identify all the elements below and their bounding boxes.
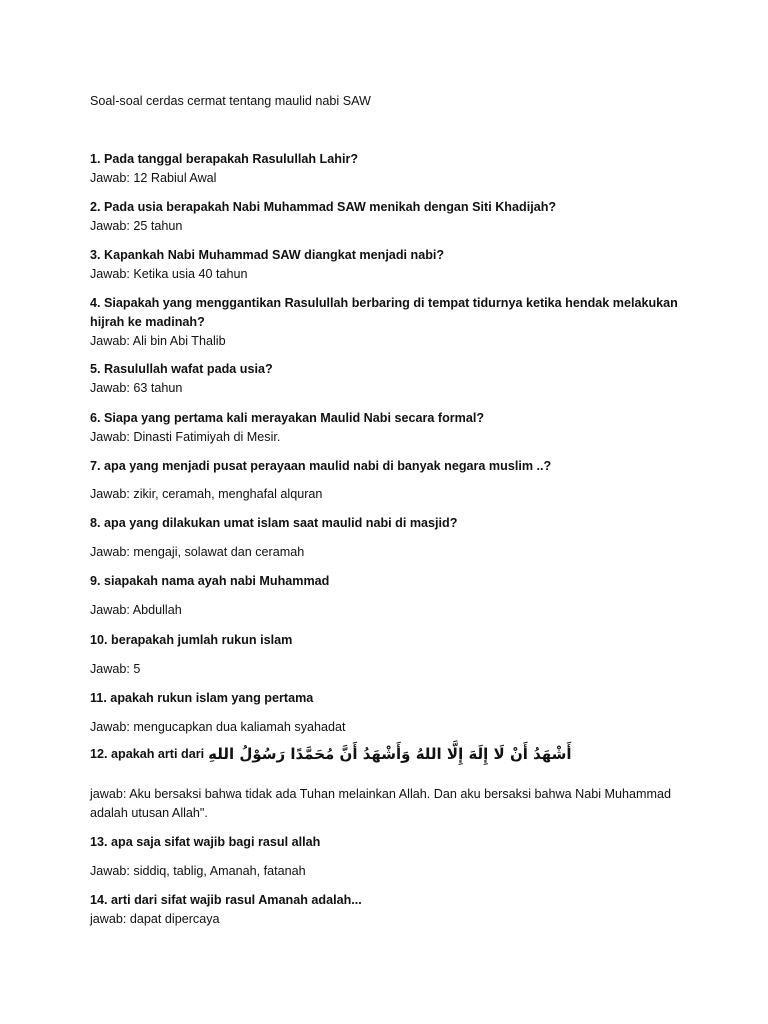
question-text: 6. Siapa yang pertama kali merayakan Maulid Nabi secara formal? [90, 411, 485, 425]
qa-item [90, 745, 680, 764]
question-text: 12. apakah arti dari [90, 747, 205, 761]
qa-item-answer [90, 660, 680, 679]
answer-text: Jawab: Abdullah [90, 603, 182, 617]
qa-item-answer [90, 718, 680, 737]
question-text: 5. Rasulullah wafat pada usia? [90, 362, 273, 376]
answer-text: Jawab: zikir, ceramah, menghafal alquran [90, 487, 323, 501]
question-text: 2. Pada usia berapakah Nabi Muhammad SAW menikah dengan Siti Khadijah? [90, 200, 557, 214]
qa-item-answer [90, 543, 680, 562]
question-text: 14. arti dari sifat wajib rasul Amanah adalah... [90, 893, 362, 907]
question-text: 13. apa saja sifat wajib bagi rasul allah [90, 835, 321, 849]
qa-item [90, 572, 680, 591]
qa-item-answer [90, 485, 680, 504]
qa-item [90, 833, 680, 852]
qa-item [90, 246, 680, 284]
answer-text: Jawab: 25 tahun [90, 219, 183, 233]
answer-text: Jawab: 63 tahun [90, 381, 183, 395]
qa-item-answer [90, 601, 680, 620]
arabic-syahadat-text: أَشْهَدُ أَنْ لَا إِلَهَ إِلَّا اللهُ وَأَشْهَدُ أَنَّ مُحَمَّدًا رَسُوْلُ اللهِ [208, 745, 572, 763]
qa-item [90, 150, 680, 188]
answer-text: Jawab: Ali bin Abi Thalib [90, 334, 226, 348]
answer-text: Jawab: Ketika usia 40 tahun [90, 267, 248, 281]
qa-item [90, 409, 680, 447]
qa-item [90, 514, 680, 533]
question-text: 10. berapakah jumlah rukun islam [90, 633, 293, 647]
qa-item-answer [90, 785, 680, 823]
qa-item [90, 891, 680, 929]
answer-text: Jawab: 5 [90, 662, 141, 676]
qa-item [90, 198, 680, 236]
qa-item [90, 360, 680, 398]
answer-text: jawab: Aku bersaksi bahwa tidak ada Tuhan melainkan Allah. Dan aku bersaksi bahwa Nabi Muhammad adalah utusan Allah". [90, 787, 672, 820]
answer-text: Jawab: mengaji, solawat dan ceramah [90, 545, 305, 559]
answer-text: Jawab: siddiq, tablig, Amanah, fatanah [90, 864, 306, 878]
question-line [90, 745, 680, 764]
qa-item-answer [90, 862, 680, 881]
answer-text: Jawab: 12 Rabiul Awal [90, 171, 217, 185]
qa-item [90, 294, 680, 351]
answer-text: Jawab: mengucapkan dua kaliamah syahadat [90, 720, 346, 734]
answer-text: Jawab: Dinasti Fatimiyah di Mesir. [90, 430, 281, 444]
qa-item [90, 631, 680, 650]
question-text: 7. apa yang menjadi pusat perayaan maulid nabi di banyak negara muslim ..? [90, 459, 552, 473]
question-text: 8. apa yang dilakukan umat islam saat maulid nabi di masjid? [90, 516, 458, 530]
qa-item [90, 689, 680, 708]
document-title: Soal-soal cerdas cermat tentang maulid nabi SAW [90, 94, 371, 108]
question-text: 3. Kapankah Nabi Muhammad SAW diangkat menjadi nabi? [90, 248, 445, 262]
question-text: 4. Siapakah yang menggantikan Rasulullah berbaring di tempat tidurnya ketika hendak melakukan hijrah ke madinah? [90, 296, 678, 329]
question-text: 9. siapakah nama ayah nabi Muhammad [90, 574, 330, 588]
answer-text: jawab: dapat dipercaya [90, 912, 220, 926]
question-text: 1. Pada tanggal berapakah Rasulullah Lahir? [90, 152, 359, 166]
qa-item [90, 457, 680, 476]
question-text: 11. apakah rukun islam yang pertama [90, 691, 314, 705]
